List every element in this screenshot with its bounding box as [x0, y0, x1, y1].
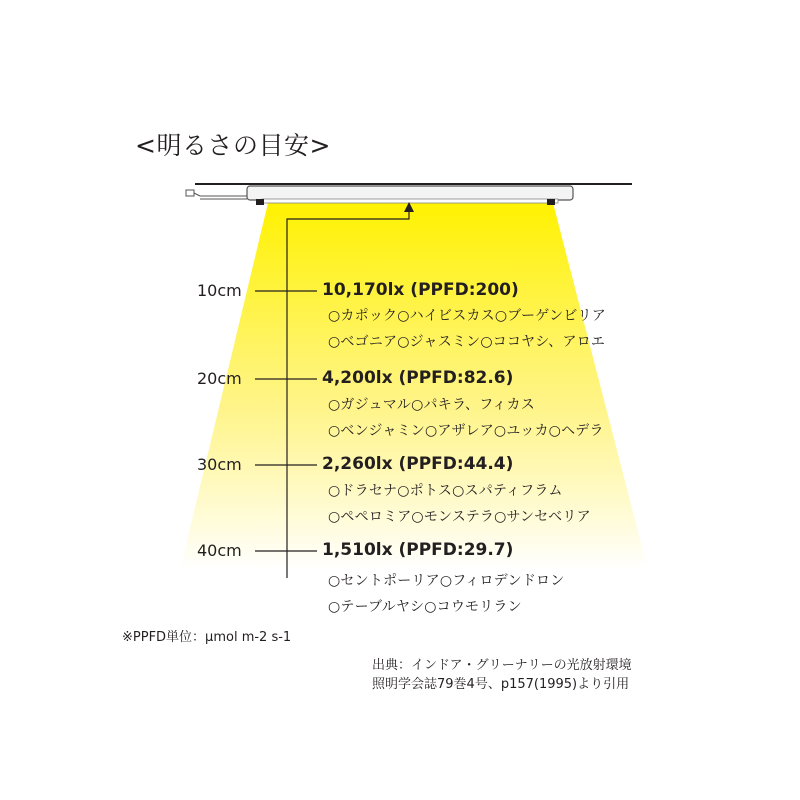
distance-label: 40cm	[197, 541, 242, 560]
unit-note: ※PPFD単位：μmol m-2 s-1	[122, 630, 292, 645]
plant-list-line: ○ペペロミア○モンステラ○サンセベリア	[328, 509, 591, 525]
distance-label: 10cm	[197, 281, 242, 300]
lux-value: 10,170lx (PPFD:200)	[322, 280, 519, 300]
plant-list-line: ○ドラセナ○ポトス○スパティフラム	[328, 483, 563, 499]
plant-list-line: ○ベンジャミン○アザレア○ユッカ○ヘデラ	[328, 423, 604, 439]
lux-value: 2,260lx (PPFD:44.4)	[322, 454, 514, 474]
page-title: <明るさの目安>	[135, 131, 331, 160]
distance-label: 30cm	[197, 455, 242, 474]
plant-list-line: ○セントポーリア○フィロデンドロン	[328, 573, 565, 589]
plant-list-line: ○ベゴニア○ジャスミン○ココヤシ、アロエ	[328, 334, 606, 350]
lux-value: 4,200lx (PPFD:82.6)	[322, 368, 514, 388]
source-citation: 照明学会誌79巻4号、p157(1995)より引用	[372, 677, 630, 692]
plant-list-line: ○テーブルヤシ○コウモリラン	[328, 599, 522, 615]
light-fixture-icon	[186, 186, 573, 205]
plant-list-line: ○カポック○ハイビスカス○ブーゲンビリア	[328, 308, 606, 324]
distance-label: 20cm	[197, 369, 242, 388]
lux-value: 1,510lx (PPFD:29.7)	[322, 540, 514, 560]
source-citation: 出典：インドア・グリーナリーの光放射環境	[372, 658, 632, 673]
plant-list-line: ○ガジュマル○パキラ、フィカス	[328, 397, 535, 413]
